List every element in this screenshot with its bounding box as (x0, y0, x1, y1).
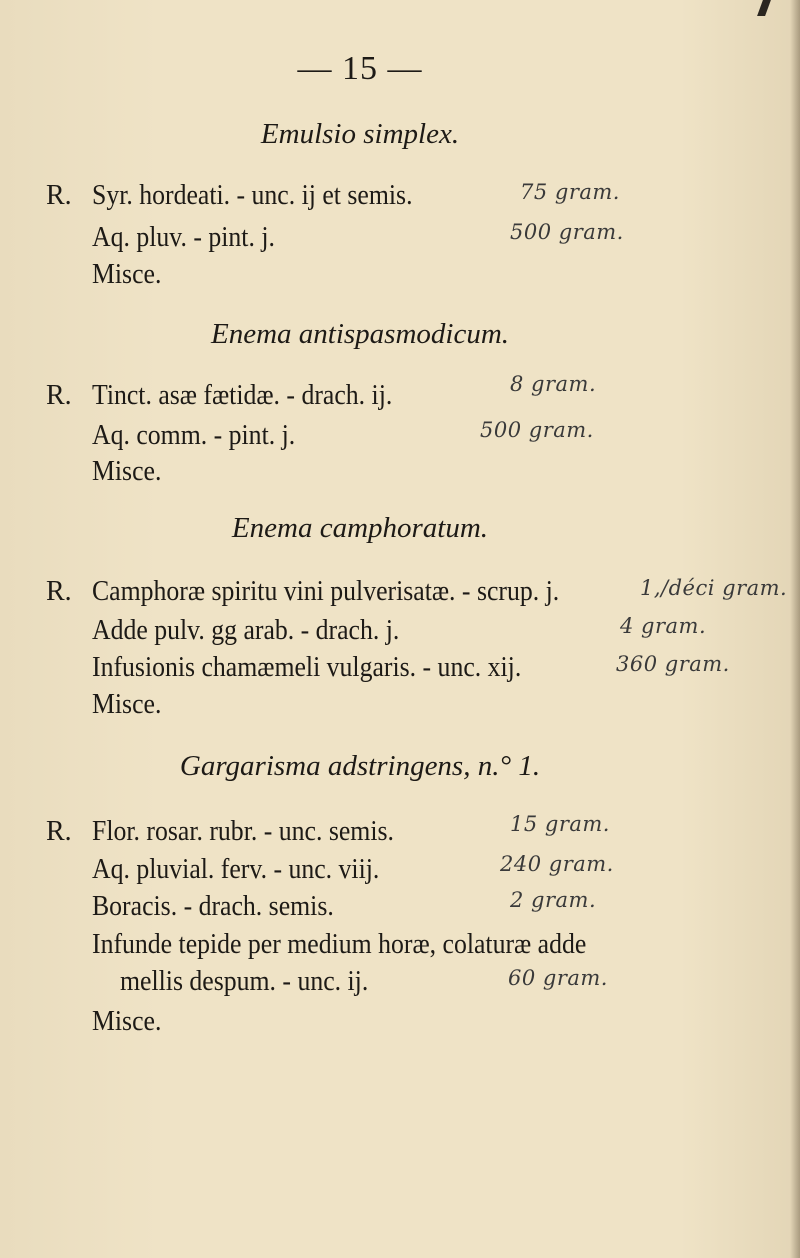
recipe-line: Aq. pluvial. ferv. - unc. viij. (92, 854, 380, 885)
recipe-line: mellis despum. - unc. ij. (120, 966, 369, 997)
recipe-marker: R. (46, 380, 72, 411)
handwritten-note: 15 gram. (510, 812, 610, 836)
page-number: — 15 — (297, 50, 423, 87)
recipe-line: Boracis. - drach. semis. (92, 891, 334, 922)
handwritten-note: 500 gram. (510, 220, 624, 244)
handwritten-note: 240 gram. (500, 852, 614, 876)
recipe-title: Enema camphoratum. (231, 512, 489, 544)
recipe-line: Misce. (92, 689, 162, 720)
recipe-line: Infusionis chamæmeli vulgaris. - unc. xij. (92, 652, 522, 683)
recipe-line: Misce. (92, 259, 162, 290)
handwritten-note: 2 gram. (510, 888, 597, 912)
recipe-title: Gargarisma adstringens, n.° 1. (179, 750, 541, 782)
recipe-line: Aq. comm. - pint. j. (92, 420, 296, 451)
handwritten-note: 360 gram. (616, 652, 730, 676)
handwritten-note: 60 gram. (508, 966, 608, 990)
recipe-line: Tinct. asæ fætidæ. - drach. ij. (92, 380, 393, 411)
recipe-line: Flor. rosar. rubr. - unc. semis. (92, 816, 394, 847)
recipe-line: Misce. (92, 456, 162, 487)
recipe-title: Enema antispasmodicum. (210, 318, 510, 350)
recipe-line: Syr. hordeati. - unc. ij et semis. (92, 180, 413, 211)
recipe-marker: R. (46, 816, 72, 847)
recipe-line: Infunde tepide per medium horæ, colaturæ adde (92, 929, 587, 960)
recipe-title: Emulsio simplex. (260, 118, 460, 150)
recipe-line: Camphoræ spiritu vini pulverisatæ. - scrup. j. (92, 576, 560, 607)
recipe-marker: R. (46, 180, 72, 211)
handwritten-note: 75 gram. (520, 180, 620, 204)
handwritten-note: 8 gram. (510, 372, 597, 396)
recipe-line: Misce. (92, 1006, 162, 1037)
handwritten-note: 1,/déci gram. (640, 576, 788, 600)
ink-mark (757, 0, 771, 16)
recipe-line: Aq. pluv. - pint. j. (92, 222, 275, 253)
handwritten-note: 4 gram. (620, 614, 707, 638)
page-edge-shadow (790, 0, 800, 1258)
recipe-marker: R. (46, 576, 72, 607)
recipe-line: Adde pulv. gg arab. - drach. j. (92, 615, 400, 646)
handwritten-note: 500 gram. (480, 418, 594, 442)
